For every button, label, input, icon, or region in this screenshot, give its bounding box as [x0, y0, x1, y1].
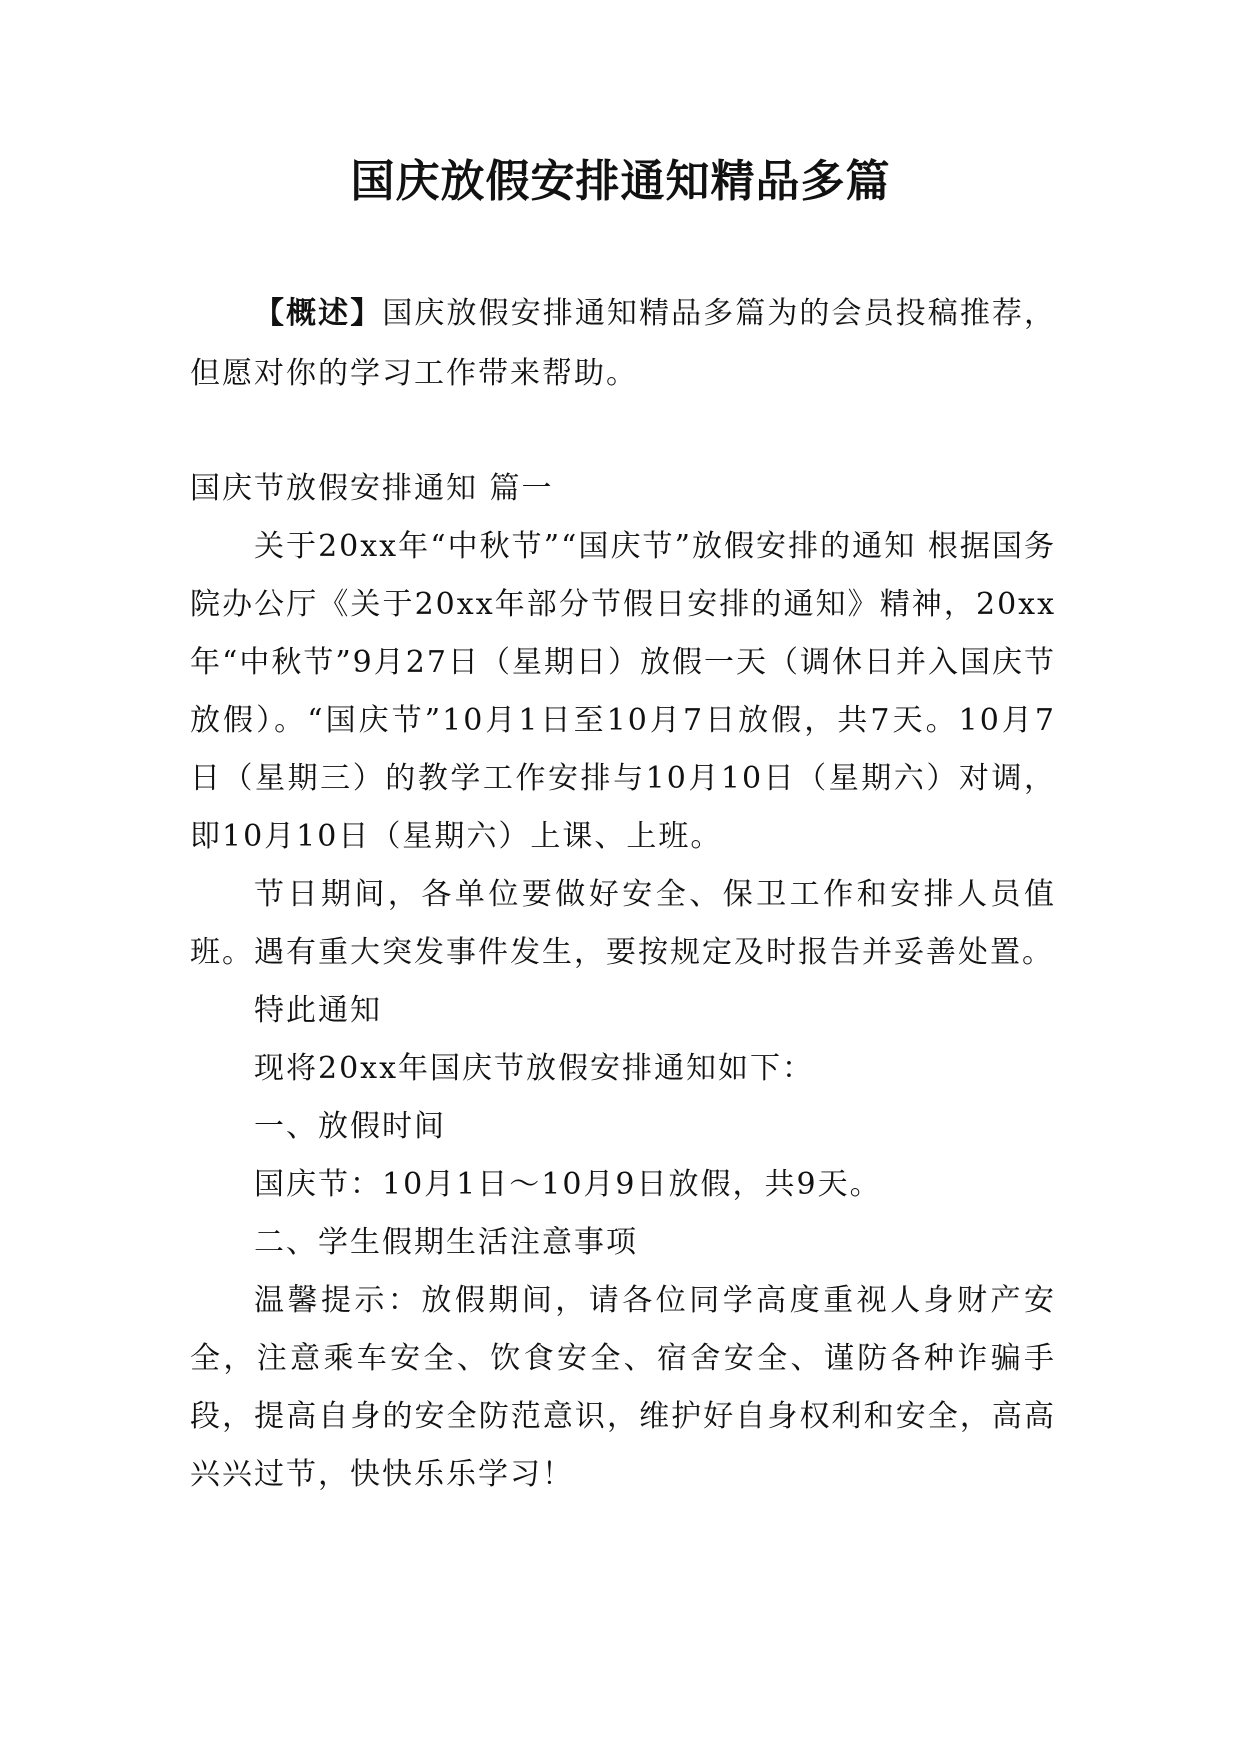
paragraph: 特此通知: [254, 993, 382, 1028]
paragraph: 现将20xx年国庆节放假安排通知如下：: [254, 1051, 815, 1086]
section-heading: 国庆节放假安排通知 篇一: [190, 471, 554, 506]
paragraph: 节日期间，各单位要做好安全、保卫工作和安排人员值班。遇有重大突发事件发生，要按规定及时报告并妥善处置。: [190, 877, 1056, 970]
paragraph: 关于20xx年“中秋节”“国庆节”放假安排的通知 根据国务院办公厅《关于20xx年部分节假日安排的通知》精神，20xx年“中秋节”9月27日（星期日）放假一天（调休日并入国庆节放假）。“国庆节”10月1日至10月7日放假，共7天。10月7日（星期三）的教学工作安排与10月10日（星期六）对调，即10月10日（星期六）上课、上班。: [190, 529, 1056, 854]
paragraph: 二、学生假期生活注意事项: [254, 1225, 638, 1260]
page-title: 国庆放假安排通知精品多篇: [350, 156, 891, 207]
summary-tag: 【概述】: [254, 296, 383, 331]
article-section: [190, 460, 1056, 1504]
summary-paragraph: [190, 284, 1056, 404]
summary-text: 国庆放假安排通知精品多篇为的会员投稿推荐，但愿对你的学习工作带来帮助。: [190, 296, 1057, 391]
paragraph: 温馨提示：放假期间，请各位同学高度重视人身财产安全，注意乘车安全、饮食安全、宿舍安全、谨防各种诈骗手段，提高自身的安全防范意识，维护好自身权利和安全，高高兴兴过节，快快乐乐学习！: [190, 1283, 1056, 1492]
paragraph: 一、放假时间: [254, 1109, 446, 1144]
paragraph: 国庆节：10月1日～10月9日放假，共9天。: [254, 1167, 882, 1202]
